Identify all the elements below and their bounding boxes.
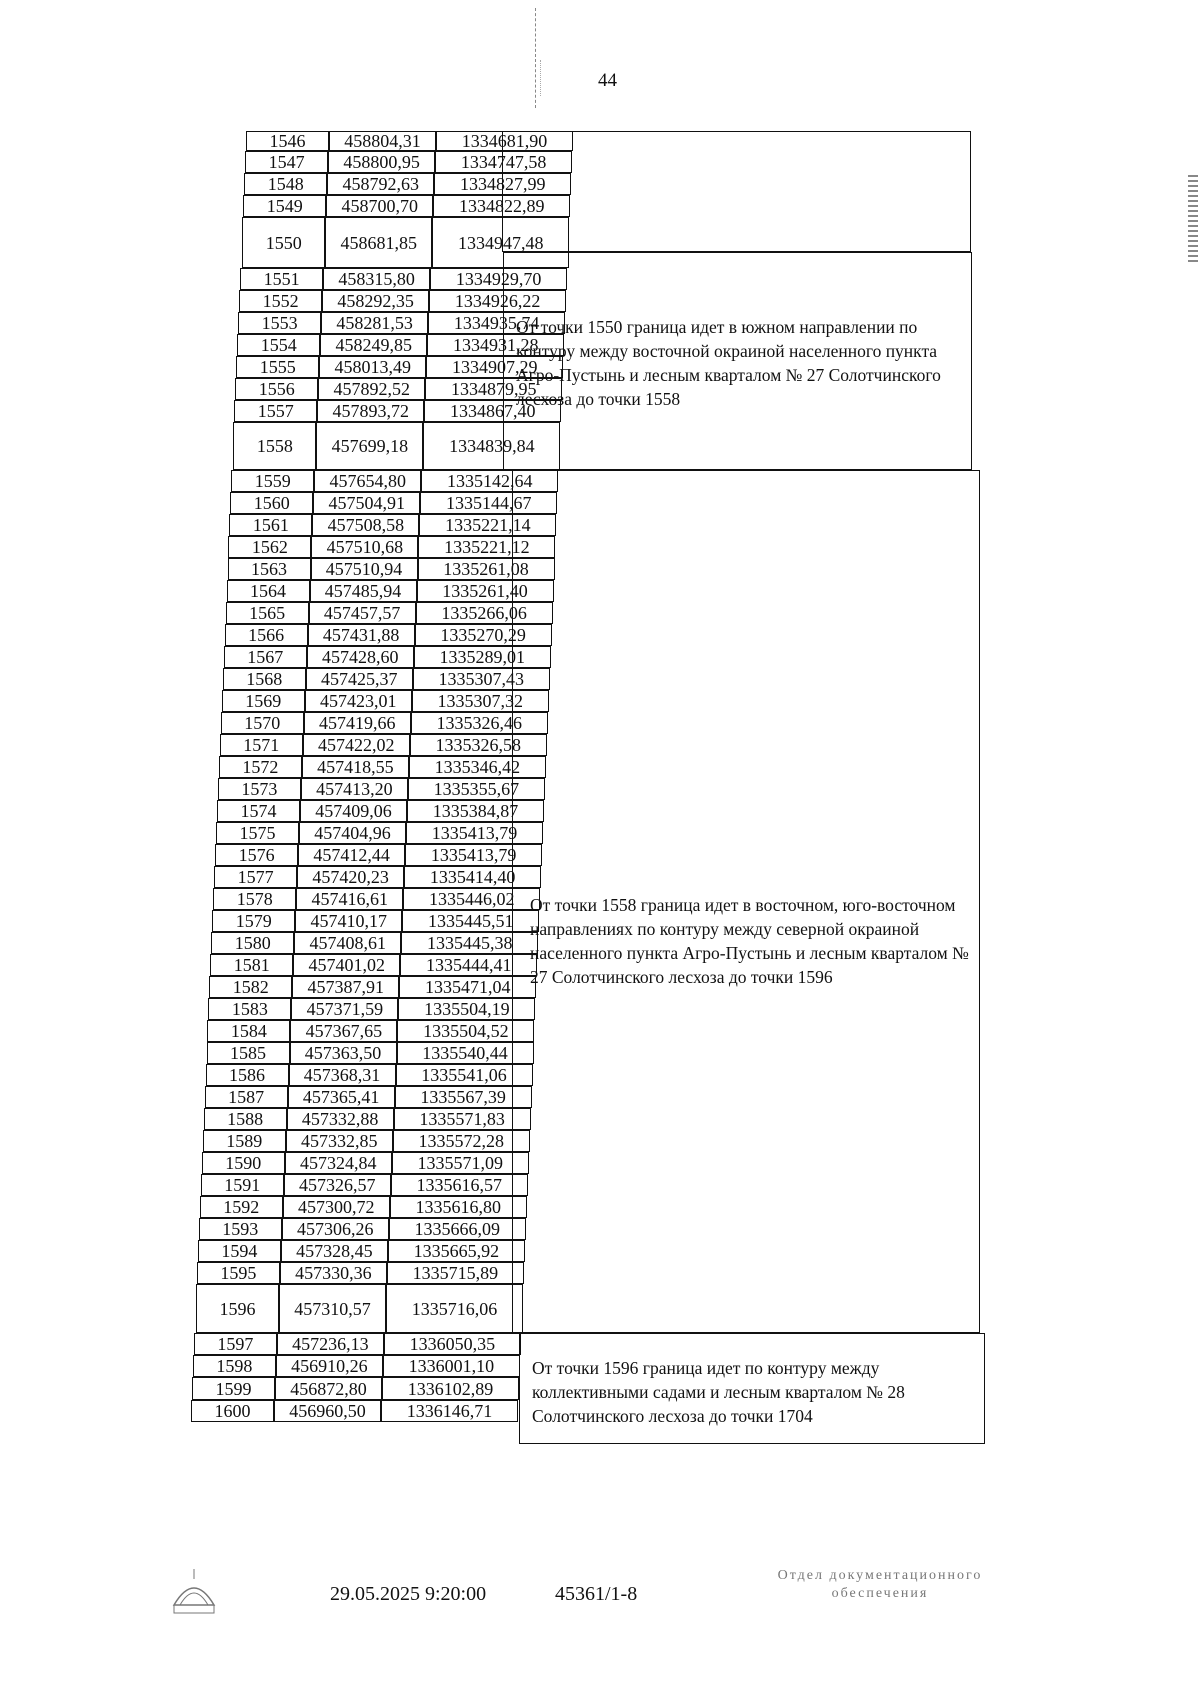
scan-artifact [535, 8, 538, 108]
point-number-cell: 1561 [229, 514, 312, 536]
x-coordinate-cell: 458249,85 [320, 334, 427, 356]
y-coordinate-cell: 1335445,51 [402, 910, 539, 932]
page-number: 44 [598, 70, 617, 91]
point-number-cell: 1592 [200, 1196, 283, 1218]
x-coordinate-cell: 457363,50 [290, 1042, 397, 1064]
x-coordinate-cell: 457332,85 [286, 1130, 393, 1152]
point-number-cell: 1578 [213, 888, 296, 910]
x-coordinate-cell: 458292,35 [322, 290, 429, 312]
point-number-cell: 1550 [242, 217, 325, 268]
point-number-cell: 1563 [228, 558, 311, 580]
point-number-cell: 1594 [198, 1240, 281, 1262]
x-coordinate-cell: 457508,58 [312, 514, 419, 536]
y-coordinate-cell: 1334947,48 [432, 217, 569, 268]
point-number-cell: 1572 [219, 756, 302, 778]
x-coordinate-cell: 457410,17 [295, 910, 402, 932]
x-coordinate-cell: 457457,57 [309, 602, 416, 624]
y-coordinate-cell: 1335471,04 [399, 976, 536, 998]
point-number-cell: 1580 [211, 932, 294, 954]
point-number-cell: 1579 [212, 910, 295, 932]
x-coordinate-cell: 457419,66 [304, 712, 411, 734]
y-coordinate-cell: 1335616,80 [390, 1196, 527, 1218]
y-coordinate-cell: 1335221,12 [418, 536, 555, 558]
y-coordinate-cell: 1334827,99 [434, 173, 571, 195]
point-number-cell: 1557 [234, 400, 317, 422]
y-coordinate-cell: 1335307,43 [413, 668, 550, 690]
stamp-line: обеспечения [831, 1586, 929, 1601]
y-coordinate-cell: 1335666,09 [389, 1218, 526, 1240]
x-coordinate-cell: 457365,41 [288, 1086, 395, 1108]
point-number-cell: 1589 [203, 1130, 286, 1152]
point-number-cell: 1554 [237, 334, 320, 356]
x-coordinate-cell: 458681,85 [325, 217, 432, 268]
y-coordinate-cell: 1334879,95 [425, 378, 562, 400]
x-coordinate-cell: 458792,63 [327, 173, 434, 195]
x-coordinate-cell: 457409,06 [300, 800, 407, 822]
point-number-cell: 1568 [223, 668, 306, 690]
y-coordinate-cell: 1335572,28 [393, 1130, 530, 1152]
x-coordinate-cell: 457504,91 [313, 492, 420, 514]
y-coordinate-cell: 1335446,02 [403, 888, 540, 910]
x-coordinate-cell: 457418,55 [302, 756, 409, 778]
point-number-cell: 1582 [209, 976, 292, 998]
x-coordinate-cell: 457431,88 [308, 624, 415, 646]
y-coordinate-cell: 1335144,67 [420, 492, 557, 514]
point-number-cell: 1586 [206, 1064, 289, 1086]
y-coordinate-cell: 1335326,58 [410, 734, 547, 756]
y-coordinate-cell: 1335384,87 [407, 800, 544, 822]
point-number-cell: 1564 [227, 580, 310, 602]
x-coordinate-cell: 457371,59 [291, 998, 398, 1020]
y-coordinate-cell: 1335261,40 [417, 580, 554, 602]
description-cell [503, 252, 972, 470]
point-number-cell: 1567 [224, 646, 307, 668]
x-coordinate-cell: 457306,26 [282, 1218, 389, 1240]
x-coordinate-cell: 457408,61 [294, 932, 401, 954]
y-coordinate-cell: 1335567,39 [395, 1086, 532, 1108]
scan-artifact [540, 60, 551, 96]
point-number-cell: 1596 [196, 1284, 279, 1333]
footer-date: 29.05.2025 9:20:00 [330, 1583, 487, 1605]
x-coordinate-cell: 457892,52 [318, 378, 425, 400]
point-number-cell: 1599 [192, 1377, 275, 1400]
point-number-cell: 1553 [238, 312, 321, 334]
emblem-icon [170, 1565, 218, 1617]
point-number-cell: 1560 [230, 492, 313, 514]
description-cell [519, 1333, 985, 1444]
x-coordinate-cell: 457416,61 [296, 888, 403, 910]
point-number-cell: 1565 [226, 602, 309, 624]
y-coordinate-cell: 1335307,32 [412, 690, 549, 712]
point-number-cell: 1546 [246, 131, 329, 151]
point-number-cell: 1559 [231, 470, 314, 492]
y-coordinate-cell: 1335413,79 [405, 844, 542, 866]
point-number-cell: 1590 [202, 1152, 285, 1174]
y-coordinate-cell: 1335266,06 [416, 602, 553, 624]
y-coordinate-cell: 1335571,83 [394, 1108, 531, 1130]
point-number-cell: 1598 [193, 1355, 276, 1377]
point-number-cell: 1570 [221, 712, 304, 734]
point-number-cell: 1595 [197, 1262, 280, 1284]
y-coordinate-cell: 1336102,89 [382, 1377, 519, 1400]
description-text: От точки 1596 граница идет по контуру между коллективными садами и лесным кварталом № 28 Солотчинского лесхоза до точки 1704 [532, 1358, 905, 1426]
scan-edge-artifact [1188, 175, 1198, 265]
y-coordinate-cell: 1335326,46 [411, 712, 548, 734]
point-number-cell: 1593 [199, 1218, 282, 1240]
x-coordinate-cell: 457893,72 [317, 400, 424, 422]
x-coordinate-cell: 457423,01 [305, 690, 412, 712]
x-coordinate-cell: 457412,44 [298, 844, 405, 866]
y-coordinate-cell: 1335355,67 [408, 778, 545, 800]
x-coordinate-cell: 457485,94 [310, 580, 417, 602]
footer-stamp [735, 1567, 1025, 1603]
x-coordinate-cell: 457310,57 [279, 1284, 386, 1333]
y-coordinate-cell: 1334907,29 [426, 356, 563, 378]
x-coordinate-cell: 457332,88 [287, 1108, 394, 1130]
x-coordinate-cell: 457510,68 [311, 536, 418, 558]
x-coordinate-cell: 458804,31 [329, 131, 436, 151]
y-coordinate-cell: 1335414,40 [404, 866, 541, 888]
x-coordinate-cell: 457368,31 [289, 1064, 396, 1086]
y-coordinate-cell: 1335616,57 [391, 1174, 528, 1196]
description-text: От точки 1550 граница идет в южном направлении по контуру между восточной окраиной населенного пункта Агро-Пустынь и лесным кварталом № 27 Солотчинского лесхоза до точки 1558 [516, 317, 941, 409]
point-number-cell: 1576 [215, 844, 298, 866]
point-number-cell: 1577 [214, 866, 297, 888]
x-coordinate-cell: 457300,72 [283, 1196, 390, 1218]
point-number-cell: 1555 [236, 356, 319, 378]
point-number-cell: 1571 [220, 734, 303, 756]
x-coordinate-cell: 457401,02 [293, 954, 400, 976]
y-coordinate-cell: 1334867,40 [424, 400, 561, 422]
y-coordinate-cell: 1335716,06 [386, 1284, 523, 1333]
point-number-cell: 1597 [194, 1333, 277, 1355]
x-coordinate-cell: 457367,65 [290, 1020, 397, 1042]
point-number-cell: 1551 [240, 268, 323, 290]
point-number-cell: 1575 [216, 822, 299, 844]
y-coordinate-cell: 1335665,92 [388, 1240, 525, 1262]
x-coordinate-cell: 458281,53 [321, 312, 428, 334]
point-number-cell: 1587 [205, 1086, 288, 1108]
y-coordinate-cell: 1335504,52 [397, 1020, 534, 1042]
x-coordinate-cell: 458315,80 [323, 268, 430, 290]
point-number-cell: 1562 [228, 536, 311, 558]
y-coordinate-cell: 1335540,44 [397, 1042, 534, 1064]
y-coordinate-cell: 1335715,89 [387, 1262, 524, 1284]
point-number-cell: 1583 [208, 998, 291, 1020]
y-coordinate-cell: 1335289,01 [414, 646, 551, 668]
footer-document-number: 45361/1-8 [555, 1583, 638, 1605]
x-coordinate-cell: 457324,84 [285, 1152, 392, 1174]
point-number-cell: 1547 [245, 151, 328, 173]
x-coordinate-cell: 456872,80 [275, 1377, 382, 1400]
x-coordinate-cell: 457330,36 [280, 1262, 387, 1284]
description-text: От точки 1558 граница идет в восточном, юго-восточном направлениях по контуру между северной окраиной населенного пункта Агро-Пустынь и лесным кварталом № 27 Солотчинского лесхоза до точки 1596 [530, 895, 969, 987]
point-number-cell: 1591 [201, 1174, 284, 1196]
point-number-cell: 1584 [207, 1020, 290, 1042]
point-number-cell: 1573 [218, 778, 301, 800]
x-coordinate-cell: 457420,23 [297, 866, 404, 888]
x-coordinate-cell: 458013,49 [319, 356, 426, 378]
point-number-cell: 1600 [191, 1400, 274, 1422]
y-coordinate-cell: 1335142,64 [421, 470, 558, 492]
y-coordinate-cell: 1335571,09 [392, 1152, 529, 1174]
y-coordinate-cell: 1335541,06 [396, 1064, 533, 1086]
x-coordinate-cell: 457387,91 [292, 976, 399, 998]
y-coordinate-cell: 1334931,28 [427, 334, 564, 356]
y-coordinate-cell: 1334935,74 [428, 312, 565, 334]
y-coordinate-cell: 1334822,89 [433, 195, 570, 217]
y-coordinate-cell: 1335444,41 [400, 954, 537, 976]
point-number-cell: 1552 [239, 290, 322, 312]
y-coordinate-cell: 1334929,70 [430, 268, 567, 290]
y-coordinate-cell: 1335445,38 [401, 932, 538, 954]
x-coordinate-cell: 457326,57 [284, 1174, 391, 1196]
x-coordinate-cell: 457510,94 [311, 558, 418, 580]
point-number-cell: 1556 [235, 378, 318, 400]
x-coordinate-cell: 457404,96 [299, 822, 406, 844]
point-number-cell: 1566 [225, 624, 308, 646]
x-coordinate-cell: 457328,45 [281, 1240, 388, 1262]
stamp-line: Отдел документационного [777, 1568, 983, 1583]
x-coordinate-cell: 458800,95 [328, 151, 435, 173]
point-number-cell: 1588 [204, 1108, 287, 1130]
x-coordinate-cell: 456910,26 [276, 1355, 383, 1377]
y-coordinate-cell: 1336050,35 [384, 1333, 521, 1355]
y-coordinate-cell: 1335346,42 [409, 756, 546, 778]
point-number-cell: 1549 [243, 195, 326, 217]
y-coordinate-cell: 1335261,08 [418, 558, 555, 580]
y-coordinate-cell: 1335270,29 [415, 624, 552, 646]
description-cell [502, 131, 971, 252]
x-coordinate-cell: 457428,60 [307, 646, 414, 668]
y-coordinate-cell: 1336001,10 [383, 1355, 520, 1377]
x-coordinate-cell: 457425,37 [306, 668, 413, 690]
y-coordinate-cell: 1335504,19 [398, 998, 535, 1020]
y-coordinate-cell: 1335413,79 [406, 822, 543, 844]
y-coordinate-cell: 1336146,71 [381, 1400, 518, 1422]
point-number-cell: 1569 [222, 690, 305, 712]
y-coordinate-cell: 1334747,58 [435, 151, 572, 173]
x-coordinate-cell: 457654,80 [314, 470, 421, 492]
y-coordinate-cell: 1334839,84 [423, 422, 560, 470]
x-coordinate-cell: 456960,50 [274, 1400, 381, 1422]
point-number-cell: 1585 [207, 1042, 290, 1064]
point-number-cell: 1581 [210, 954, 293, 976]
y-coordinate-cell: 1335221,14 [419, 514, 556, 536]
point-number-cell: 1548 [244, 173, 327, 195]
x-coordinate-cell: 458700,70 [326, 195, 433, 217]
y-coordinate-cell: 1334681,90 [436, 131, 573, 151]
point-number-cell: 1574 [217, 800, 300, 822]
description-cell [512, 470, 980, 1333]
x-coordinate-cell: 457413,20 [301, 778, 408, 800]
y-coordinate-cell: 1334926,22 [429, 290, 566, 312]
point-number-cell: 1558 [233, 422, 316, 470]
x-coordinate-cell: 457236,13 [277, 1333, 384, 1355]
x-coordinate-cell: 457422,02 [303, 734, 410, 756]
x-coordinate-cell: 457699,18 [316, 422, 423, 470]
